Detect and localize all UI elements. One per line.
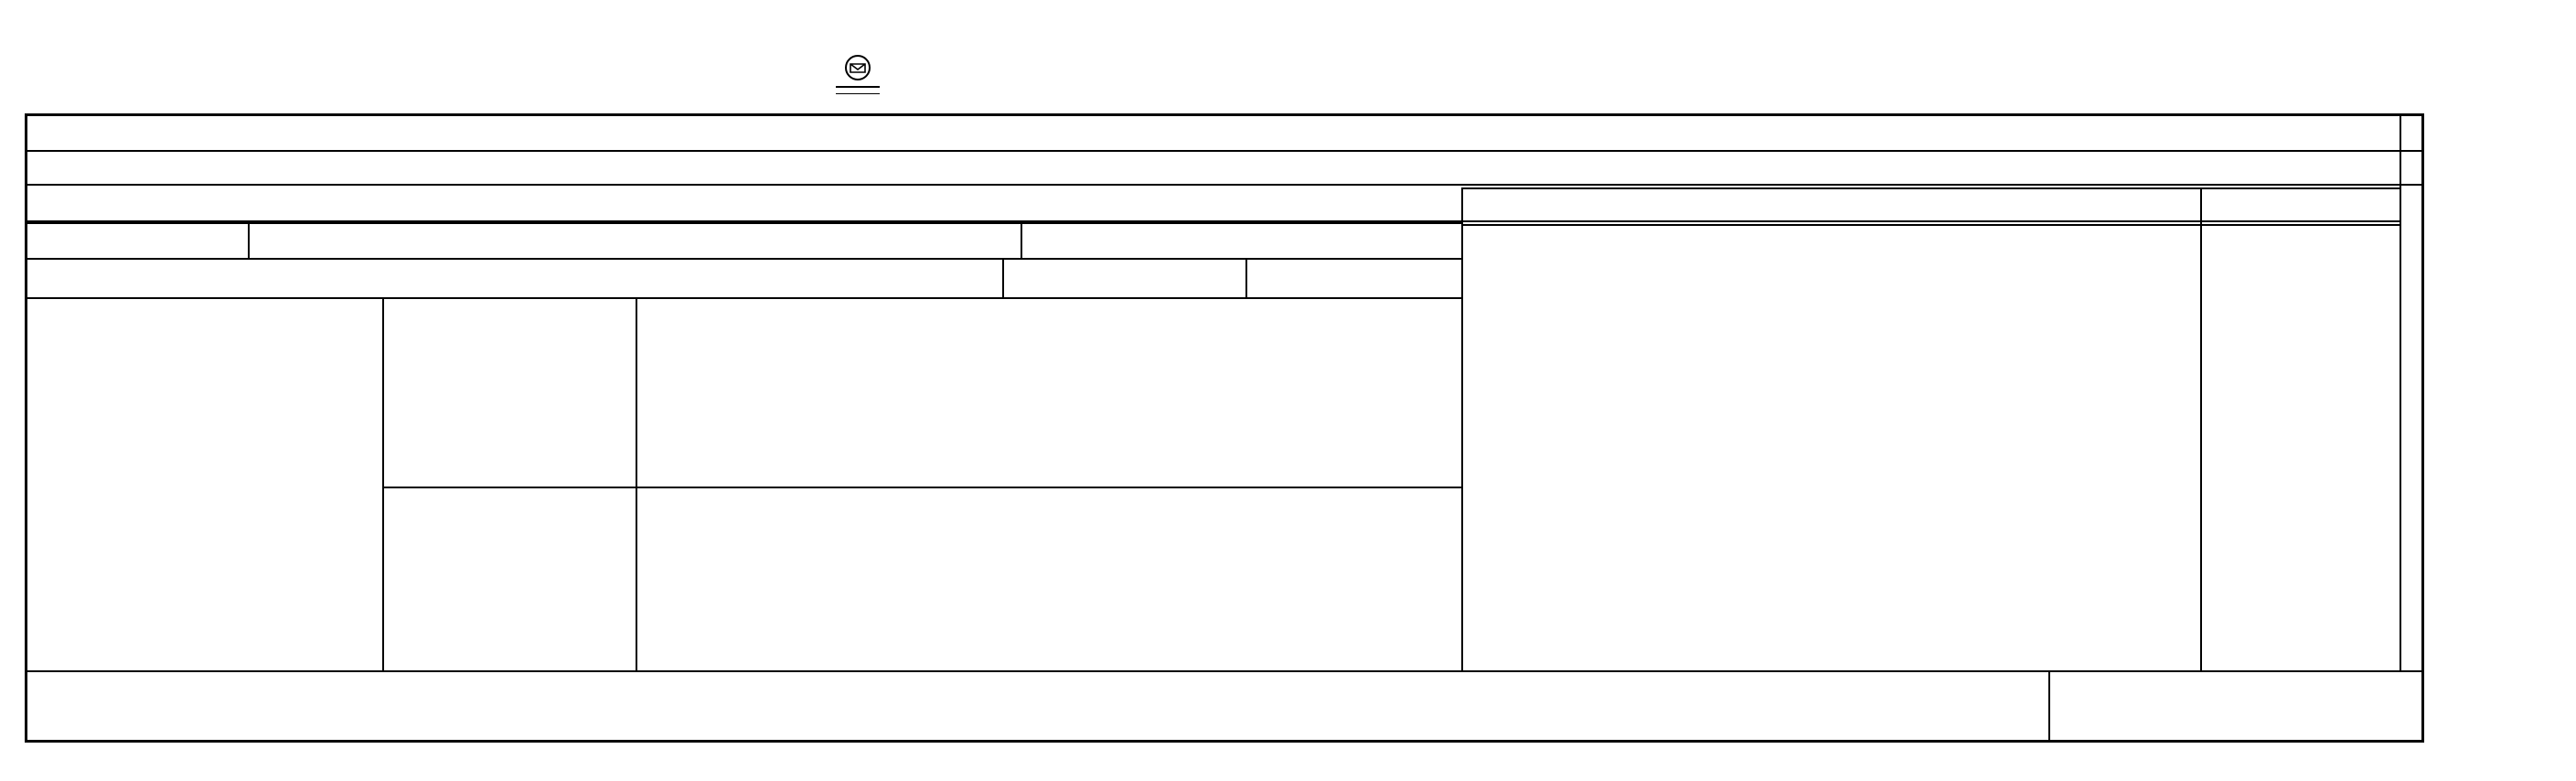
barcode	[1495, 41, 2515, 108]
label-frame	[25, 113, 2424, 743]
certipostal-logo	[830, 51, 885, 102]
barcode-image	[1495, 41, 2515, 108]
envelope-icon	[830, 51, 885, 102]
